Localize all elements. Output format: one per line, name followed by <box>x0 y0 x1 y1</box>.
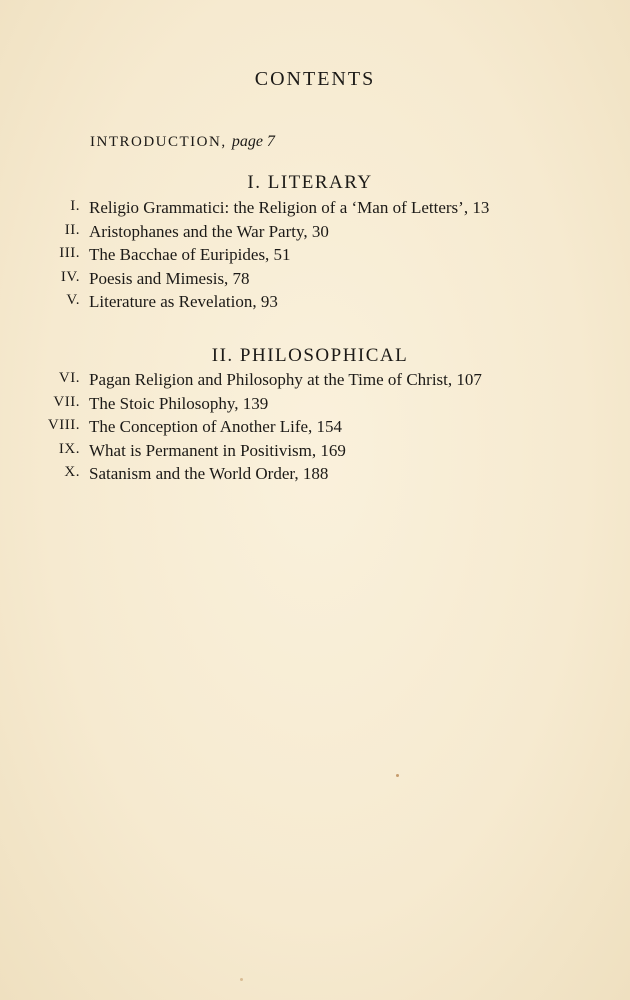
toc-entry <box>0 370 630 394</box>
toc-entry <box>0 198 630 222</box>
entry-text: Aristophanes and the War Party, 30 <box>89 221 329 241</box>
toc-entry <box>0 464 630 488</box>
toc-entry <box>0 394 630 418</box>
introduction-page: page 7 <box>231 133 275 150</box>
entry-text: The Conception of Another Life, 154 <box>89 417 343 436</box>
section-heading-philosophical: II. PHILOSOPHICAL <box>211 345 409 366</box>
section-entries-philosophical <box>0 370 630 488</box>
entry-text: Religio Grammatici: the Religion of a ‘Man of Letters’, 13 <box>89 198 490 217</box>
toc-entry <box>0 292 630 316</box>
entry-number: I. <box>70 198 80 214</box>
entry-number: V. <box>66 292 80 308</box>
entry-number: III. <box>59 245 80 261</box>
entry-number: IX. <box>58 440 80 457</box>
paper-speck <box>396 774 399 777</box>
entry-number: IV. <box>60 268 80 285</box>
entry-number: VIII. <box>47 417 80 433</box>
toc-entry <box>0 417 630 441</box>
toc-entry <box>0 269 630 293</box>
entry-text: Pagan Religion and Philosophy at the Time of Christ, 107 <box>89 370 482 389</box>
entry-text: The Stoic Philosophy, 139 <box>89 393 269 413</box>
entry-number: VI. <box>58 370 80 386</box>
section-entries-literary <box>0 198 630 316</box>
introduction-label: INTRODUCTION, <box>90 134 232 150</box>
page-title: CONTENTS <box>254 68 376 90</box>
entry-number: II. <box>64 221 80 238</box>
toc-entry <box>0 441 630 465</box>
entry-number: VII. <box>53 393 80 410</box>
entry-number: X. <box>64 464 80 480</box>
entry-text: Literature as Revelation, 93 <box>89 292 278 311</box>
entry-text: What is Permanent in Positivism, 169 <box>89 440 346 460</box>
toc-entry <box>0 245 630 269</box>
entry-text: Poesis and Mimesis, 78 <box>89 268 250 288</box>
introduction-entry <box>90 133 275 151</box>
entry-text: Satanism and the World Order, 188 <box>89 464 329 483</box>
entry-text: The Bacchae of Euripides, 51 <box>89 245 291 264</box>
paper-speck <box>240 978 243 981</box>
toc-entry <box>0 222 630 246</box>
section-heading-literary: I. LITERARY <box>247 172 373 193</box>
